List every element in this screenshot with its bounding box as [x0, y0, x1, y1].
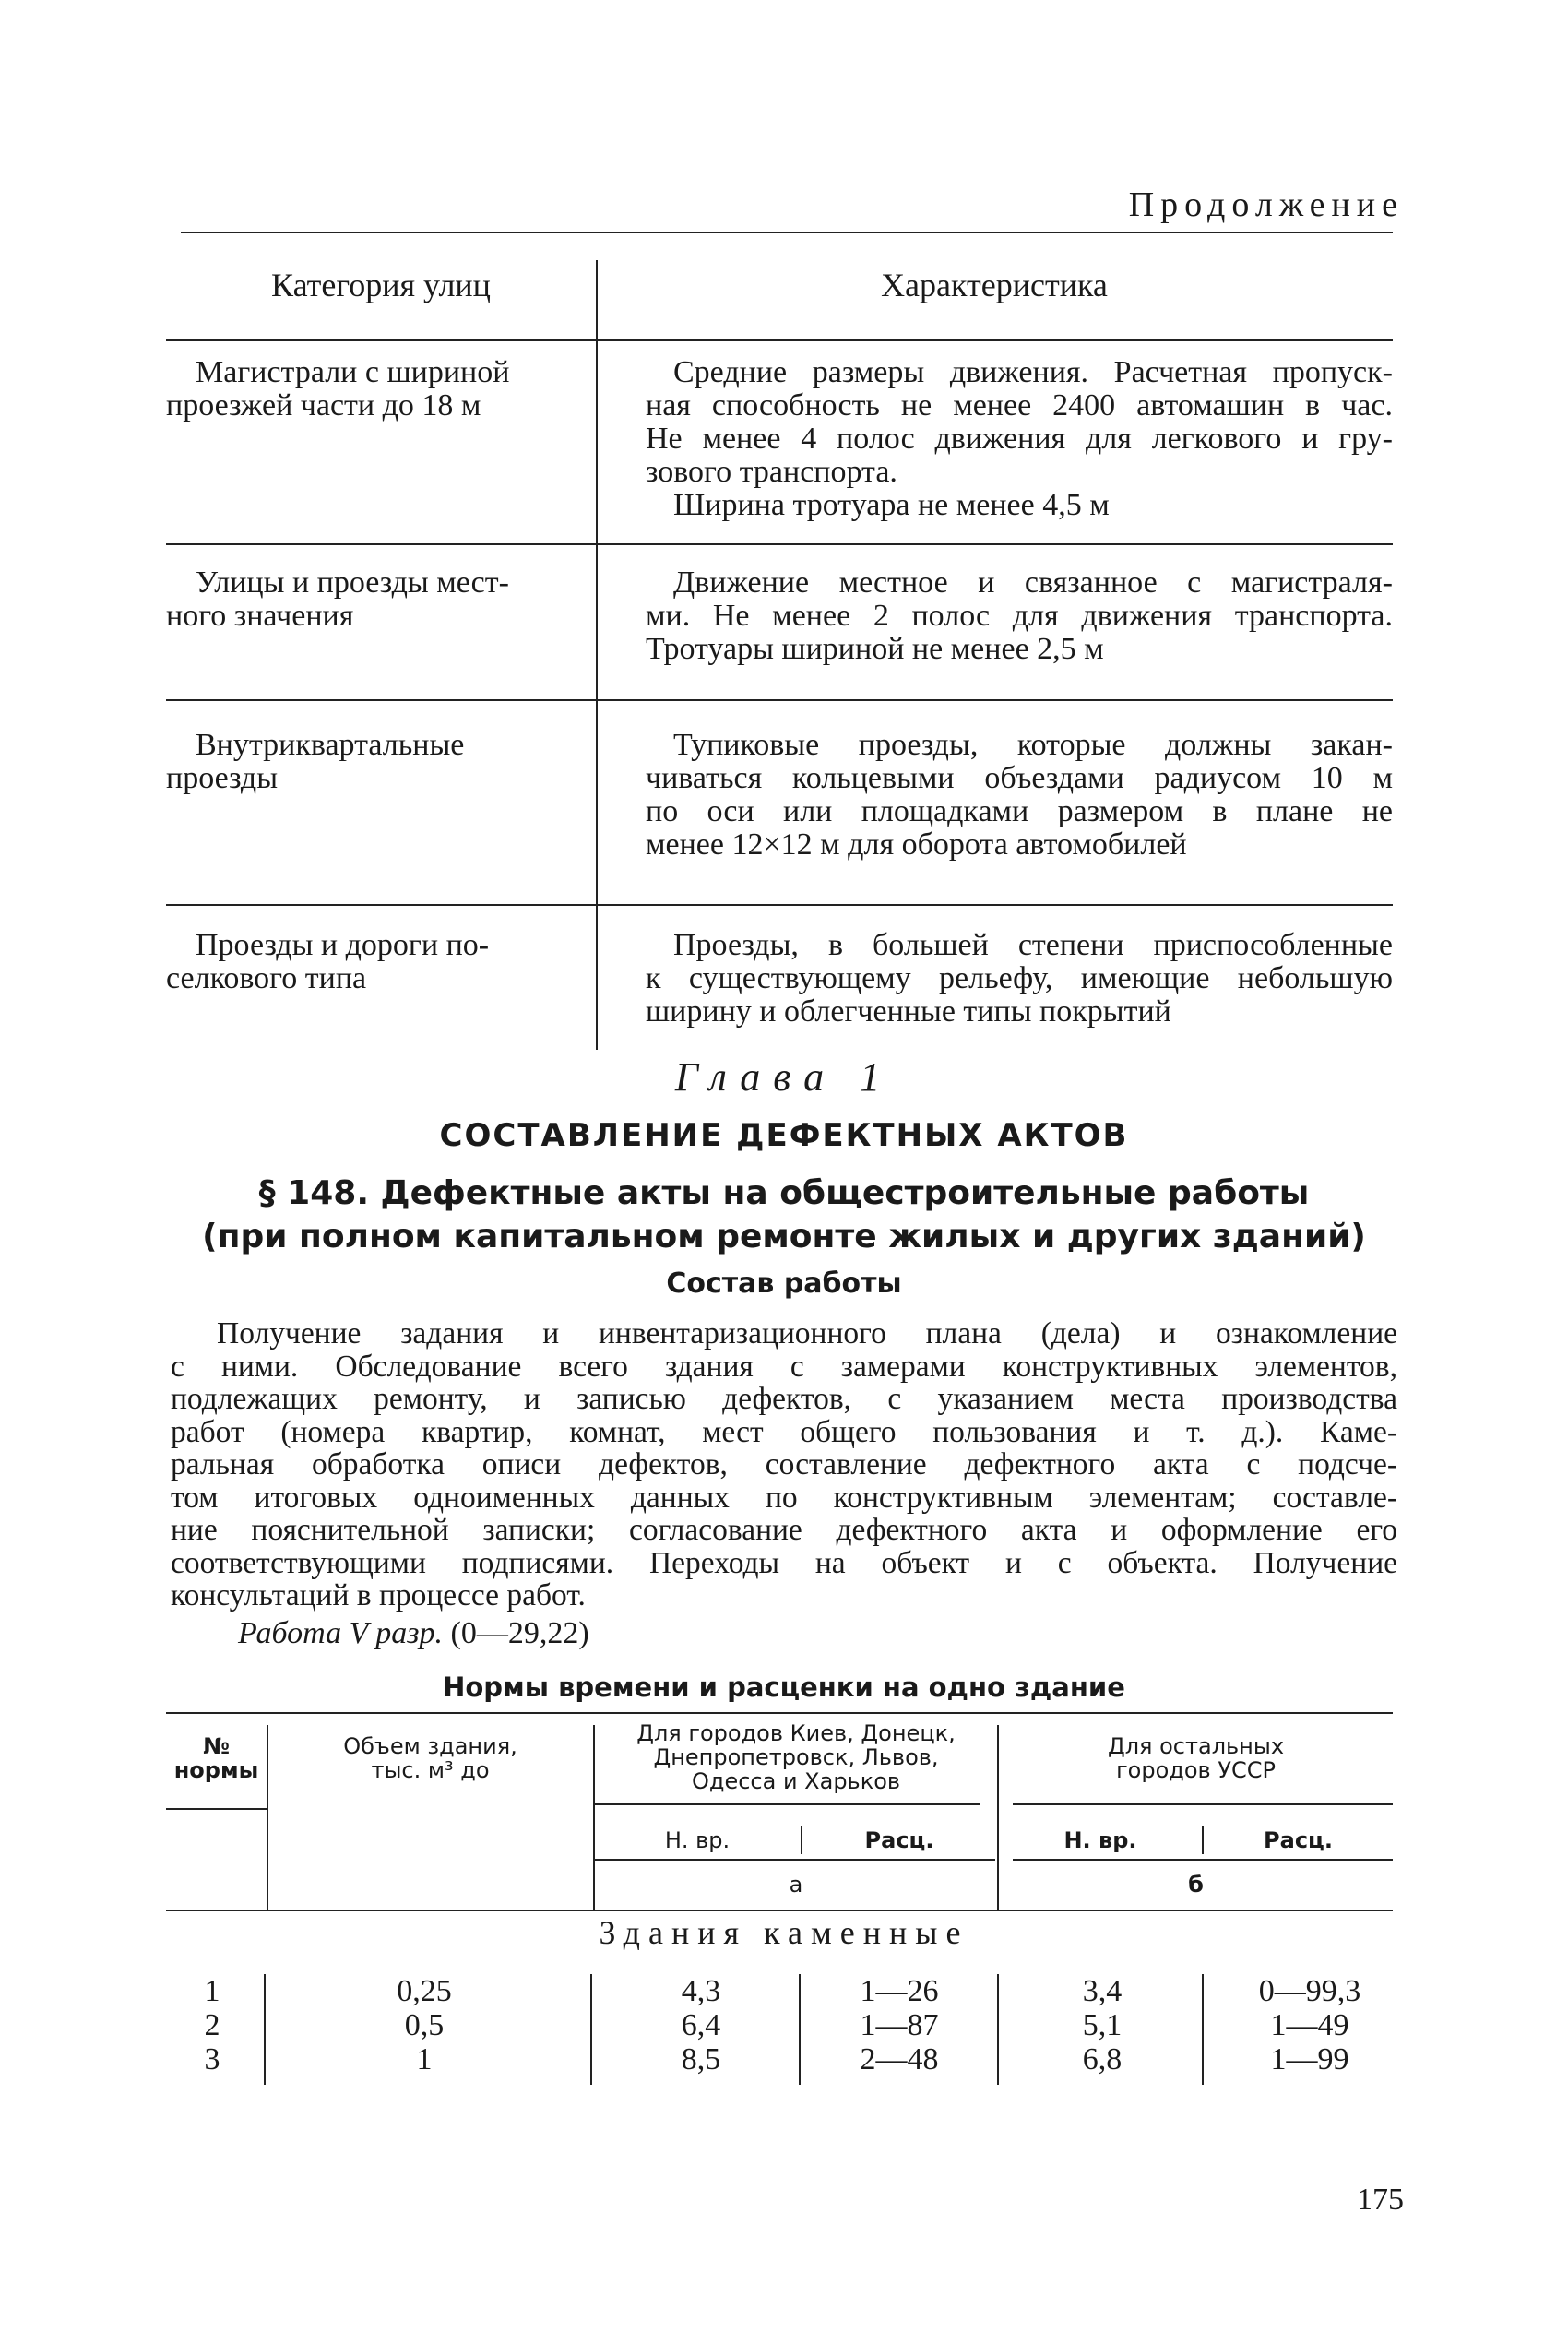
table-column-divider: [997, 1974, 999, 2085]
work-composition-title: Состав работы: [666, 1267, 902, 1300]
description-line: Не менее 4 полос движения для легкового и гру-: [646, 422, 1393, 456]
cell-number: 2: [204, 2008, 220, 2042]
paragraph-line: работ (номера квартир, комнат, мест общего пользования и т. д.). Каме-: [171, 1414, 1397, 1449]
description-line: ная способность не менее 2400 автомашин в час.: [646, 388, 1393, 422]
cell-price-b: 1—49: [1270, 2008, 1349, 2042]
cell-price-b: 1—99: [1270, 2042, 1349, 2076]
header-line: Для остальных: [1107, 1733, 1285, 1759]
cell-volume: 0,25: [397, 1974, 452, 2008]
subheader-price-a: Расц.: [864, 1827, 934, 1853]
description-line: чиваться кольцевыми объездами радиусом 10 м: [646, 761, 1393, 795]
work-grade: [238, 1616, 589, 1651]
description-line: Тупиковые проезды, которые должны закан-: [673, 728, 1393, 762]
cell-volume: 1: [416, 2042, 433, 2076]
header-line: Днепропетровск, Львов,: [653, 1744, 939, 1770]
section-title: [0, 1172, 1568, 1258]
column-header-group-a: [595, 1721, 997, 1793]
table-row-category: [166, 929, 572, 995]
subheader-time-a: Н. вр.: [664, 1827, 731, 1853]
cell-price-a: 1—26: [860, 1974, 939, 2008]
category-line: проезжей части до 18 м: [166, 388, 481, 422]
table-rule-subheader: [1013, 1803, 1393, 1805]
paragraph-line: Получение задания и инвентаризационного плана (дела) и ознакомление: [217, 1316, 1397, 1350]
column-index-b: б: [1188, 1872, 1204, 1898]
cell-time-b: 3,4: [1082, 1974, 1123, 2008]
category-line: Улицы и проезды мест-: [196, 565, 509, 600]
category-line: проезды: [166, 761, 279, 795]
table-row-category: [166, 729, 572, 795]
norms-table-title: Нормы времени и расценки на одно здание: [443, 1672, 1125, 1703]
description-line: к существующему рельефу, имеющие небольшую: [646, 961, 1393, 995]
description-line: по оси или площадками размером в плане не: [646, 794, 1393, 828]
column-header-volume: [267, 1734, 593, 1782]
column-index-a: а: [789, 1872, 803, 1898]
table-row-category: [166, 356, 572, 422]
column-header-category: Категория улиц: [271, 267, 491, 303]
header-line: Объем здания,: [343, 1733, 517, 1759]
description-line: Тротуары шириной не менее 2,5 м: [646, 632, 1104, 666]
header-line: городов УССР: [1116, 1757, 1276, 1783]
header-line: Для городов Киев, Донецк,: [636, 1720, 956, 1746]
table-column-divider: [799, 1974, 801, 2085]
table-rule-subheader: [593, 1859, 995, 1861]
category-line: Проезды и дороги по-: [196, 928, 490, 962]
table-row-description: [646, 729, 1393, 862]
work-composition-paragraph: [171, 1317, 1397, 1612]
cell-volume: 0,5: [404, 2008, 445, 2042]
cell-time-b: 5,1: [1082, 2008, 1123, 2042]
description-line: ми. Не менее 2 полос для движения транспорта.: [646, 599, 1393, 633]
cell-price-a: 2—48: [860, 2042, 939, 2076]
building-group-label: Здания каменные: [599, 1914, 969, 1951]
chapter-title: СОСТАВЛЕНИЕ ДЕФЕКТНЫХ АКТОВ: [439, 1117, 1129, 1154]
table-rule-header: [166, 1808, 267, 1810]
category-line: Магистрали с шириной: [196, 355, 510, 389]
cell-price-b: 0—99,3: [1258, 1974, 1361, 2008]
table-rule-top: [181, 232, 1393, 233]
cell-time-a: 4,3: [681, 1974, 721, 2008]
table-column-divider: [590, 1974, 592, 2085]
paragraph-line: ральная обработка описи дефектов, составление дефектного акта с подсче-: [171, 1447, 1397, 1481]
description-line: менее 12×12 м для оборота автомобилей: [646, 827, 1187, 862]
table-rule-row: [166, 699, 1393, 701]
column-header-number: [166, 1734, 267, 1782]
header-line: тыс. м³ до: [371, 1757, 490, 1783]
paragraph-line: ние пояснительной записки; согласование дефектного акта и оформление его: [171, 1513, 1397, 1547]
table-row-description: [646, 566, 1393, 666]
category-line: селкового типа: [166, 961, 367, 995]
table-row-description: [646, 929, 1393, 1029]
paragraph-line: с ними. Обследование всего здания с замерами конструктивных элементов,: [171, 1349, 1397, 1384]
cell-time-a: 8,5: [681, 2042, 721, 2076]
description-line: Средние размеры движения. Расчетная пропуск-: [673, 355, 1393, 389]
table-rule-row: [166, 904, 1393, 906]
table-row-category: [166, 566, 572, 633]
paragraph-line: том итоговых одноименных данных по конструктивным элементам; составле-: [171, 1480, 1397, 1515]
paragraph-line: консультаций в процессе работ.: [171, 1578, 586, 1612]
table-rule-row: [166, 543, 1393, 545]
table-rule-header-bottom: [166, 1910, 1393, 1911]
header-line: нормы: [173, 1757, 259, 1783]
description-line: зового транспорта.: [646, 455, 897, 489]
table-column-divider: [264, 1974, 266, 2085]
cell-price-a: 1—87: [860, 2008, 939, 2042]
description-line: Ширина тротуара не менее 4,5 м: [673, 488, 1110, 522]
table-column-divider: [596, 260, 598, 1050]
description-line: ширину и облегченные типы покрытий: [646, 994, 1171, 1029]
paragraph-line: соответствующими подписями. Переходы на объект и с объекта. Получение: [171, 1545, 1397, 1580]
subheader-price-b: Расц.: [1264, 1827, 1333, 1853]
category-line: ного значения: [166, 599, 354, 633]
section-title-line: § 148. Дефектные акты на общестроительные работы: [258, 1174, 1310, 1212]
category-line: Внутриквартальные: [196, 728, 465, 762]
table-rule-top: [166, 1712, 1393, 1714]
section-title-line: (при полном капитальном ремонте жилых и других зданий): [202, 1218, 1366, 1255]
table-row-description: [646, 356, 1393, 522]
subheader-time-b: Н. вр.: [1063, 1827, 1137, 1853]
paragraph-line: подлежащих ремонту, и записью дефектов, с указанием места производства: [171, 1382, 1397, 1416]
column-header-characteristic: Характеристика: [881, 267, 1108, 303]
cell-number: 3: [204, 2042, 220, 2076]
column-header-group-b: [999, 1734, 1393, 1782]
header-line: Одесса и Харьков: [691, 1768, 901, 1794]
table-rule-header: [166, 339, 1393, 341]
cell-number: 1: [204, 1974, 220, 2008]
work-grade-label: Работа V разр.: [238, 1616, 444, 1650]
description-line: Проезды, в большей степени приспособленные: [673, 928, 1393, 962]
table-rule-subheader: [593, 1803, 980, 1805]
header-line: №: [203, 1733, 230, 1759]
cell-time-a: 6,4: [681, 2008, 721, 2042]
cell-time-b: 6,8: [1082, 2042, 1123, 2076]
table-column-divider: [1202, 1974, 1204, 2085]
page-number: 175: [1357, 2183, 1404, 2217]
description-line: Движение местное и связанное с магистраля-: [673, 565, 1393, 600]
table-rule-subheader: [1013, 1859, 1393, 1861]
continuation-label: Продолжение: [1128, 185, 1404, 224]
work-grade-value: (0—29,22): [450, 1616, 589, 1650]
chapter-label: Глава 1: [674, 1054, 894, 1100]
